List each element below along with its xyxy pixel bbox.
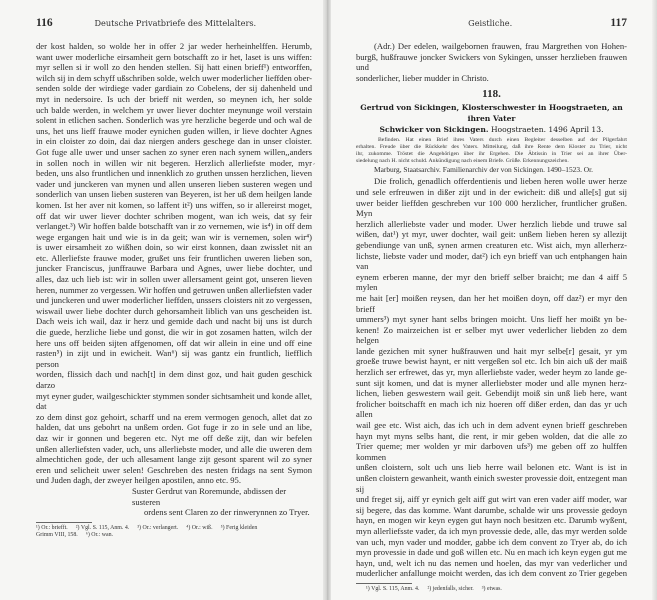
letter-body: [36, 41, 312, 486]
book-gutter: [323, 0, 331, 600]
letter-body: [356, 176, 627, 579]
text-line: sij begere, das das komme. Want darumbe, schalde wir uns provessie gedoyn: [356, 504, 627, 515]
text-line: wail gee etc. Wist aich, das ich uch in dem advent eynen brieff geschreben: [356, 420, 627, 431]
footnote: ²) jedenfalls, sicher.: [427, 585, 474, 592]
footnote: ⁴) Or.: wiß.: [186, 524, 213, 531]
summary-line: erhalten. Freude über die Rückkehr des Vaters. Mitteilung, daß ihre Rente dem Kloster zu Trier, nicht: [356, 144, 627, 151]
text-line: is uwer eirsamheit zo wißhen doin, so wir eirst konnen, daan zwisslet nit an: [36, 242, 312, 253]
text-line: hayn myt myns selbs hant, die rent, ir mir geben wolden, dat die alle zo: [356, 430, 627, 441]
page-header: [356, 17, 627, 39]
text-line: beden, uns also fruntlichen und innenklich zo gruthen unssen herzlichen, lieven: [36, 168, 312, 179]
page-edge: [652, 0, 657, 600]
text-line: komen. Ist her aver nit komen, so laffent it²) uns wiffen, so ir allereirst moget,: [36, 199, 312, 210]
text-line: herzlich allerliebste vader und moder. Uwer herzlich liebde und truwe sal: [356, 218, 627, 229]
text-line: almechtichen gode, der uch allesament lange zijt gesont sparent wil zo syner: [36, 454, 312, 465]
left-page: [0, 0, 326, 600]
text-line: uwer beider lieffden geschreben vur 100 000 herzlicher, fruntlicher grußen. Myn: [356, 197, 627, 219]
text-line: Die frolich, genadlich offerdentienis und lieben heren wolle uwer herze: [374, 176, 627, 187]
summary-line: siedelung nach H. nicht schuld. Ankündigung nach einem Briefe. Grüße. Erkennungszeichen.: [356, 158, 569, 165]
text-line: lichen, lieben geswestern wail geit. Gebendijt moiß sin unß lieb here, want: [356, 388, 627, 399]
text-line: wilch sij in dem schyff ußschriben solde, welch uwer moderlicher lieffden ober-: [36, 72, 312, 83]
text-line: senden solde der wirdiege vader gardiain zo Cobelens, der sij dahenheld und: [36, 83, 312, 94]
text-line: wißen, dat¹) yt myr, uwer dochter, wail geit: unßem lieben heren sy allezijt: [356, 229, 627, 240]
right-page: [326, 0, 657, 600]
text-line: unßen cloistern gewanheit, wanth einich swester provessie doit, entzegent man sij: [356, 473, 627, 494]
address-line: (Adr.) Der edelen, wailgebornen frauwen, frau Margrethen von Hohen-: [374, 41, 627, 51]
text-line: van uch, myn vader und modder, gabbe ich dem convent zo Tryer ab, do ich: [356, 536, 627, 547]
text-line: lichste, liebste vader und moder, dat²) ich eyn brieff van uch entphangen hain van: [356, 250, 627, 272]
footnote: ¹) Or.: briefft.: [36, 524, 68, 531]
running-head: Geistliche.: [468, 18, 513, 28]
address-line: sonderlicher, lieber mudder in Christo.: [356, 72, 489, 83]
document-header: [356, 87, 627, 135]
margin-mark: ,: [313, 158, 316, 166]
page-number: 116: [36, 17, 53, 29]
text-line: muderlicher anfallunge moicht werden, das ich dem convent zo Trier gegeben: [356, 568, 627, 579]
text-line: ummers³) myt syner hant selbs bringen moicht. Uns lieff her moißt yn be-: [356, 314, 627, 325]
address-line: burgß, hußfrauwe joncker Swickers von Sykingen, unsser herzlieben frauwen und: [356, 51, 627, 73]
text-line: myt in nedersoire. Is uch der brieff nit werden, so meynen ich, her solde: [36, 93, 312, 104]
signature-block: [36, 486, 312, 518]
text-line: und sele erfreuwen in dißer zijt und in der ewicheit: diß und alle[s] gut sij: [356, 186, 627, 197]
text-line: eynem erberen manne, der myr den brieff selber braicht; me dan 4 aiff 5 mylen: [356, 271, 627, 293]
text-line: unßen cloistern, solt uch uns lieb herre wail belonen etc. Want is ist in: [356, 462, 627, 473]
text-line: frolicher boitschafft en mach ich niz hoeren off dißer erden, dan das yr uch allen: [356, 398, 627, 420]
footnote: ⁶) Or.: wan.: [85, 532, 114, 539]
text-line: uns, het uns lieff frauwe moder eynichen guden willen, ir lieve dochter Agnes: [36, 125, 312, 136]
text-line: groeße truwe bewist haynt, er nitt vergeßen sol etc. Ich bin aich uß der maiß: [356, 356, 627, 367]
text-line: verlanget.³) Wir hoffen balde botschafft van ir zo vernemen, wie is⁴) in off dem: [36, 221, 312, 232]
text-line: worden, flissich dach und nach[t] in dem dinst goz, und hait guden geschick darzo: [36, 369, 312, 390]
text-line: hayn, en mogen wir keyn eygen gut hayn noch besitzen etc. Darumb wyßent,: [356, 515, 627, 526]
running-head: Deutsche Privatbriefe des Mittelalters.: [94, 18, 257, 28]
footnote: ³) Or.: verlangert.: [137, 524, 179, 531]
text-line: der kost halden, so wolde her in offer 2 jar weder herheinhelffen. Herumb,: [36, 41, 312, 51]
text-line: die guede, herzliche liebe und gonst, die wir in got zosamen hatten, wilch der: [36, 327, 312, 338]
text-line: here uns off beiden sijten affgenomen, off dat wir allein in eine und off eine: [36, 337, 312, 348]
summary-line: ihr, zukomme. Tröstet die Angehörigen über ihr Ergehen. Die Äbtissin in Trier sei an ihrer Über-: [356, 151, 627, 158]
text-line: in sollen noch in willen wir nit begeren. Herzlich allerliefste moder, myr: [36, 157, 312, 168]
text-line: Got fuge alle uwer und unser sachen zo syner eren nach synem willen,,anders: [36, 146, 312, 157]
footnote-rule: [356, 583, 412, 584]
text-line: sonderlich van unsen lieben susteren van Beyeren, ist her uß dem heilgen lande: [36, 189, 312, 200]
summary-line: Befinden. Hat einen Brief ihres Vaters durch einen Begleiter desselben auf der Pilgerfahrt: [378, 137, 627, 144]
page-number: 117: [610, 17, 627, 29]
document-place-date: Hoogstraeten. 1496 April 13.: [490, 125, 604, 135]
source-line: Marburg, Staatsarchiv. Familienarchiv der von Sickingen. 1490–1523. Or.: [374, 165, 594, 175]
text-line: etc. Allerliefste frauwe moder, grußet uns feir fruntlichen uweren lieben son,: [36, 252, 312, 263]
text-line: myt eyner guder, wailgeschickter stymmen sonder sichtsamheit und konde allet, dat: [36, 390, 312, 412]
document-title: Gertrud von Sickingen, Klosterschwester in Hoogstraeten, an ihren Vater: [360, 103, 623, 124]
text-line: want uwer moderliche eirsamheit gern botschafft zo ir het, laset is uns wiffen:: [36, 51, 312, 62]
document-number: 118.: [482, 88, 501, 101]
text-line: zo dem dinst goz gehoirt, scharff und na erem vermogen genoch, allet dat zo: [36, 411, 312, 422]
text-line: Dach weis ich wail, daz ir herz und gemide dach und nacht bij uns ist durch: [36, 316, 312, 327]
text-line: solent in etlichen sachen. Sonderlich was yre herzliche begerde und och wal de: [36, 115, 312, 126]
text-line: kenen! Zo mairzeichen ist er selber myt uwer vederlicher liebden zo dem helgen: [356, 324, 627, 346]
signature-line: Suster Gerdrut van Roremunde, abdissen der susteren: [132, 485, 287, 507]
footnote: ⁵) Ferig kleiden: [220, 524, 258, 531]
signature-line: ordens sent Claren zo der rinwerynnen zo Tryer.: [144, 507, 310, 518]
text-line: alles, daz uch lieb ist: wir in sollen uwer allersament geint got, unseren lieven: [36, 274, 312, 285]
text-line: herzlich ser erfrewet, das yr, myn allerliebste vader, weder heym zo lande ge-: [356, 367, 627, 378]
text-line: unßen allerliefsten vader, uch, uns allerliebste moder, und alle die uweren dem: [36, 443, 312, 454]
footnote: Grimm VIII, 158.: [36, 532, 78, 539]
footnote: ²) Vgl. S. 115, Anm. 4.: [75, 524, 130, 531]
text-line: heren, nummer zo vergessen. Wir hoffen und getruwen unßen allerliefsten vader: [36, 284, 312, 295]
text-line: wiswail uwer liebe dochter durch gehorsamheit liblich van uns gescheiden ist.: [36, 305, 312, 316]
text-line: off dat wir uwer liever dochter schriben mogent, wan ich weis, dat sy feir: [36, 210, 312, 221]
text-line: me hait [er] moißen reysen, dan her het moißen doyn, off daz²) er myr den brieff: [356, 292, 627, 314]
text-line: sunt sijt komen, und dat is myner allerliebster moder und alle mynen herz-: [356, 377, 627, 388]
footnote-line: [356, 586, 627, 594]
document-title-line2: [356, 124, 627, 135]
address-block: [356, 41, 627, 83]
text-line: und freget sij, aiff yr eynich gelt aiff gut wirt van eren vader aiff moder, war: [356, 494, 627, 505]
page-header: [36, 17, 312, 39]
text-line: eren und selicheit uwer selen! Geschreben des nesten fridags na sent Symon: [36, 464, 312, 475]
footnote: ³) etwas.: [481, 585, 502, 592]
text-line: daz wir ir gonnen und begeren etc. Nyt me off deße zijt, dan wir befelen: [36, 432, 312, 443]
summary-block: [356, 137, 627, 175]
footnote: ¹) Vgl. S. 115, Anm. 4.: [366, 585, 420, 592]
text-line: Trier queme; mer wolden yr mir darboven ufs³) me geben off zo hulffen kommen: [356, 441, 627, 462]
text-line: juncker Franciscus, junffrauwe Barbara und Agnes, uwer liebe dochter, und: [36, 263, 312, 274]
document-recipient: Schwicker von Sickingen.: [379, 125, 489, 135]
text-line: vader und junckeren van mynen und allen unseren lieben susteren wegen und: [36, 178, 312, 189]
text-line: und junckeren und uwer moderlicher lieffden, unssers cloisters nit zo vergessen,: [36, 295, 312, 306]
text-line: wege ergangen hait und wie is in da geit; wan wir is vernemen, solen wir⁴): [36, 231, 312, 242]
text-line: und Juden dagh, der zweyer heilgen apostilen, anno etc. 95.: [36, 475, 241, 486]
footnotes: [356, 583, 627, 594]
text-line: rasten⁵) in zijt und in ewicheit. Wan⁶) sij was gantz ein fruntlich, liefflich person: [36, 348, 312, 369]
text-line: myn allerliefsste vader, da ich myn provessie dede, alle, das myr werden solde: [356, 525, 627, 536]
text-line: halden, dat uns gebohrt na unßem orden. Got fuge ir zo in sele und an libe,: [36, 422, 312, 433]
footnote-rule: [36, 522, 92, 523]
text-line: hayn, und, welt ich nu das nemen und hoelen, das myr van vederlicher und: [356, 557, 627, 568]
text-line: in ein cloister zo doin, dai daz niergen anders geschege dan in unser cloister.: [36, 136, 312, 147]
text-line: uch balde werden, in welchem yr uwer liever dochter meynunge woil verstain: [36, 104, 312, 115]
text-line: gebendiunge van unß, synen armen creaturen etc. Wist aich, myn allerherz-: [356, 239, 627, 250]
text-line: lande gezichen mit syner hußfrauwen und hait myr selbe[r] gesait, yr ym: [356, 345, 627, 356]
footnote-line: [36, 525, 312, 540]
footnotes: [36, 522, 312, 540]
text-line: myr sellen si ir woll zo den henden stellen. Sij hatt einen brieff¹) entworffen,: [36, 62, 312, 73]
text-line: myn provessie in dade und goß willen etc. Nu en mach ich keyn eygen gut me: [356, 547, 627, 558]
